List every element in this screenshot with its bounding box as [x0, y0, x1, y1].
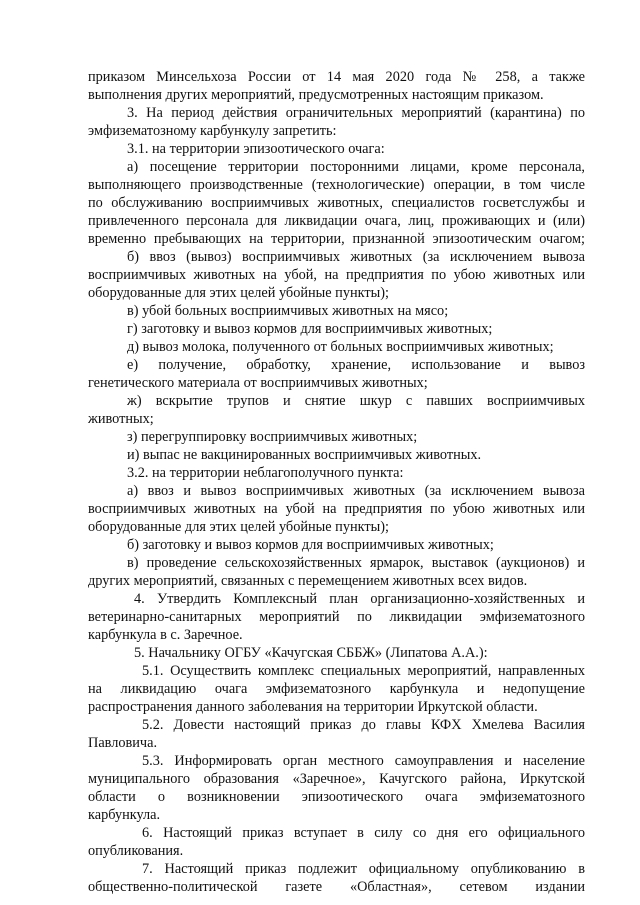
text-line: оборудованные для этих целей убойные пункты); — [88, 285, 389, 301]
text-line: 5. Начальнику ОГБУ «Качугская СББЖ» (Липатова А.А.): — [134, 645, 488, 661]
text-line: 3.2. на территории неблагополучного пункта: — [127, 465, 404, 481]
text-line: ж) вскрытие трупов и снятие шкур с павших восприимчивых — [127, 393, 585, 409]
text-line: привлеченного персонала для ликвидации очага, лиц, проживающих и (или) — [88, 213, 585, 229]
text-line: восприимчивых животных на убой, на предприятия по убою животных или — [88, 267, 585, 283]
text-line: распространения данного заболевания на территории Иркутской области. — [88, 699, 538, 715]
text-line: и) выпас не вакцинированных восприимчивых животных. — [127, 447, 482, 463]
text-line: карбункула в с. Заречное. — [88, 627, 243, 643]
text-line: эмфизематозному карбункулу запретить: — [88, 123, 337, 139]
text-line: 3.1. на территории эпизоотического очага: — [127, 141, 385, 157]
text-line: з) перегруппировку восприимчивых животных; — [127, 429, 418, 445]
text-line: опубликования. — [88, 843, 184, 859]
text-line: карбункула. — [88, 807, 161, 823]
text-line: генетического материала от восприимчивых животных; — [88, 375, 428, 391]
text-line: 5.3. Информировать орган местного самоуправления и население — [142, 753, 585, 769]
text-line: приказом Минсельхоза России от 14 мая 2020 года № 258, а также — [88, 69, 585, 85]
text-line: других мероприятий, связанных с перемещением животных всех видов. — [88, 573, 528, 589]
text-line: выполняющего производственные (технологические) операции, в том числе — [88, 177, 585, 193]
text-line: б) заготовку и вывоз кормов для восприимчивых животных; — [127, 537, 494, 553]
text-line: 7. Настоящий приказ подлежит официальному опубликованию в — [142, 861, 585, 877]
text-line: в) проведение сельскохозяйственных ярмарок, выставок (аукционов) и — [127, 555, 585, 571]
text-line: б) ввоз (вывоз) восприимчивых животных (за исключением вывоза — [127, 249, 585, 265]
text-line: общественно-политической газете «Областная», сетевом издании — [88, 879, 585, 895]
text-line: животных; — [88, 411, 154, 427]
text-line: а) ввоз и вывоз восприимчивых животных (за исключением вывоза — [127, 483, 585, 499]
text-line: области о возникновении эпизоотического очага эмфизематозного — [88, 789, 585, 805]
text-line: временно пребывающих на территории, признанной эпизоотическим очагом; — [88, 231, 585, 247]
text-line: на ликвидацию очага эмфизематозного карбункула и недопущение — [88, 681, 585, 697]
text-line: 4. Утвердить Комплексный план организационно-хозяйственных и — [134, 591, 585, 607]
text-line: ветеринарно-санитарных мероприятий по ликвидации эмфизематозного — [88, 609, 585, 625]
text-line: в) убой больных восприимчивых животных на мясо; — [127, 303, 449, 319]
text-line: г) заготовку и вывоз кормов для восприимчивых животных; — [127, 321, 493, 337]
text-line: е) получение, обработку, хранение, использование и вывоз — [127, 357, 585, 373]
text-line: муниципального образования «Заречное», Качугского района, Иркутской — [88, 771, 585, 787]
text-line: 3. На период действия ограничительных мероприятий (карантина) по — [127, 105, 585, 121]
text-line: выполнения других мероприятий, предусмотренных настоящим приказом. — [88, 87, 544, 103]
text-line: по обслуживанию восприимчивых животных, специалистов госветслужбы и — [88, 195, 585, 211]
text-line: 5.1. Осуществить комплекс специальных мероприятий, направленных — [142, 663, 585, 679]
text-line: восприимчивых животных на убой на предприятия по убою животных или — [88, 501, 585, 517]
text-line: 5.2. Довести настоящий приказ до главы КФХ Хмелева Василия — [142, 717, 585, 733]
text-line: оборудованные для этих целей убойные пункты); — [88, 519, 389, 535]
text-line: 6. Настоящий приказ вступает в силу со дня его официального — [142, 825, 585, 841]
text-line: Павловича. — [88, 735, 158, 751]
text-line: а) посещение территории посторонними лицами, кроме персонала, — [127, 159, 585, 175]
text-line: д) вывоз молока, полученного от больных восприимчивых животных; — [127, 339, 554, 355]
